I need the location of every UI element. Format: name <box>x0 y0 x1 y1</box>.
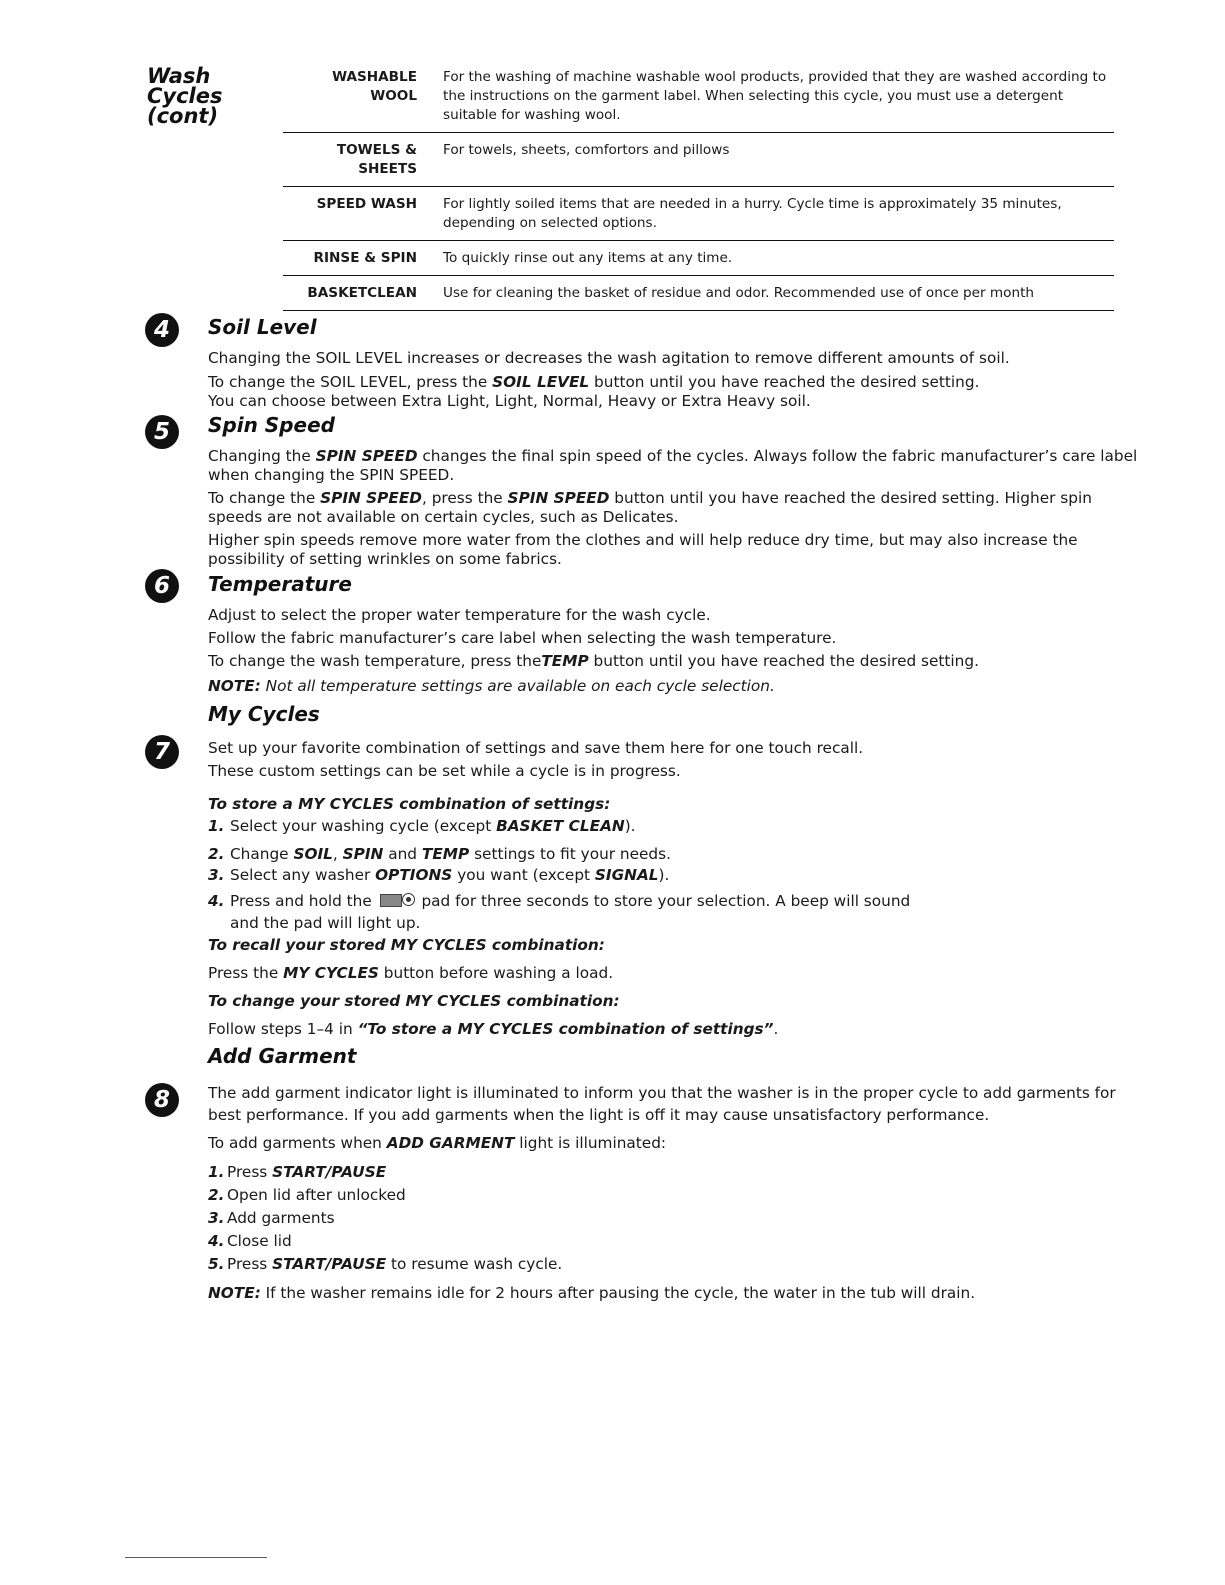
soil-level-heading: Soil Level <box>208 315 317 339</box>
add-garment-step <box>208 1231 292 1251</box>
my-cycles-pad-icon <box>380 893 414 907</box>
text: you want (except <box>452 866 595 884</box>
step-number: 4. <box>208 1232 225 1250</box>
text: Change <box>230 845 294 863</box>
emphasis: START/PAUSE <box>272 1255 387 1273</box>
cycle-name-line: WASHABLE <box>332 69 417 85</box>
cycle-name: BASKETCLEAN <box>307 285 417 301</box>
spin-speed-paragraph <box>208 489 1138 527</box>
temperature-paragraph <box>208 651 979 671</box>
text: To add garments when <box>208 1134 387 1152</box>
temperature-paragraph: Adjust to select the proper water temperature for the wash cycle. <box>208 606 711 624</box>
soil-level-paragraph <box>208 372 979 392</box>
section-number-badge: 7 <box>145 735 179 769</box>
step-number: 1. <box>208 1163 225 1181</box>
text: Select your washing cycle (except <box>230 817 497 835</box>
step-number: 4. <box>208 892 225 910</box>
cycle-row-basketclean <box>283 276 1114 311</box>
side-title-line: Wash <box>147 64 211 88</box>
cycle-row-washable-wool <box>283 64 1114 133</box>
text: settings to fit your needs. <box>469 845 671 863</box>
emphasis: ADD GARMENT <box>386 1134 515 1152</box>
text: Follow steps 1–4 in <box>208 1020 358 1038</box>
spin-speed-paragraph: Higher spin speeds remove more water from the clothes and will help reduce dry time, but may also increase the possibility of setting wrinkles on some fabrics. <box>208 531 1078 568</box>
spin-speed-heading: Spin Speed <box>208 413 335 437</box>
emphasis: SOIL LEVEL <box>492 373 590 391</box>
soil-level-paragraph: You can choose between Extra Light, Light, Normal, Heavy or Extra Heavy soil. <box>208 392 811 410</box>
text: To change the wash temperature, press the <box>208 652 542 670</box>
emphasis: START/PAUSE <box>272 1163 387 1181</box>
store-step <box>208 865 669 885</box>
store-step <box>208 816 636 836</box>
note-text: If the washer remains idle for 2 hours after pausing the cycle, the water in the tub will drain. <box>260 1284 976 1302</box>
text: Press and hold the <box>230 892 377 910</box>
cycle-name: TOWELS & SHEETS <box>336 142 417 177</box>
side-title-line: Cycles <box>147 84 223 108</box>
emphasis: SPIN SPEED <box>315 447 418 465</box>
soil-level-paragraph: Changing the SOIL LEVEL increases or decreases the wash agitation to remove different amounts of soil. <box>208 349 1010 367</box>
text: changes the final spin speed of the cycles. Always follow the fabric manufacturer’s care label when changing the SPIN SPEED. <box>208 447 1138 484</box>
text: Press <box>227 1163 273 1181</box>
section-number-badge: 6 <box>145 569 179 603</box>
cycle-description: For the washing of machine washable wool products, provided that they are washed according to the instructions on the garment label. When selecting this cycle, you must use a detergent suitable for washing wool. <box>443 69 1107 123</box>
text: Close lid <box>227 1232 292 1250</box>
recall-paragraph <box>208 963 613 983</box>
text: ). <box>658 866 670 884</box>
add-garment-note <box>208 1283 975 1303</box>
note-label: NOTE: <box>208 677 261 695</box>
temperature-paragraph: Follow the fabric manufacturer’s care label when selecting the wash temperature. <box>208 629 837 647</box>
text: light is illuminated: <box>514 1134 667 1152</box>
emphasis: SPIN SPEED <box>320 489 422 507</box>
section-number-badge: 5 <box>145 415 179 449</box>
text: . <box>773 1020 779 1038</box>
text: To change the <box>208 489 321 507</box>
step-number: 3. <box>208 866 225 884</box>
section-number-badge: 8 <box>145 1083 179 1117</box>
text: button until you have reached the desired setting. Higher spin speeds are not available on certain cycles, such as Delicates. <box>208 489 1092 526</box>
note-text: Not all temperature settings are available on each cycle selection. <box>260 677 775 695</box>
store-step <box>208 844 671 864</box>
emphasis: BASKET CLEAN <box>496 817 625 835</box>
cycle-name <box>283 67 417 125</box>
add-garment-paragraph <box>208 1133 666 1153</box>
emphasis: “To store a MY CYCLES combination of settings” <box>357 1020 774 1038</box>
my-cycles-paragraph: These custom settings can be set while a cycle is in progress. <box>208 762 681 780</box>
cycle-name: RINSE & SPIN <box>313 250 417 266</box>
note-label: NOTE: <box>208 1284 261 1302</box>
store-step-continued: and the pad will light up. <box>230 914 421 932</box>
text: button until you have reached the desired setting. <box>588 652 979 670</box>
section-number-badge: 4 <box>145 313 179 347</box>
emphasis: MY CYCLES <box>283 964 379 982</box>
text: Press <box>227 1255 273 1273</box>
add-garment-step <box>208 1185 406 1205</box>
store-step <box>208 891 910 911</box>
text: to resume wash cycle. <box>386 1255 563 1273</box>
cycle-row-speed-wash <box>283 187 1114 241</box>
footer-rule <box>125 1557 267 1558</box>
temperature-heading: Temperature <box>208 572 352 596</box>
cycle-description: For lightly soiled items that are needed in a hurry. Cycle time is approximately 35 minutes, depending on selected options. <box>443 196 1062 231</box>
text: Press the <box>208 964 284 982</box>
text: pad for three seconds to store your selection. A beep will sound <box>416 892 911 910</box>
step-number: 3. <box>208 1209 225 1227</box>
step-number: 5. <box>208 1255 225 1273</box>
add-garment-step <box>208 1254 562 1274</box>
cycle-description: Use for cleaning the basket of residue and odor. Recommended use of once per month <box>443 285 1035 301</box>
add-garment-heading: Add Garment <box>208 1044 357 1068</box>
emphasis: SIGNAL <box>594 866 659 884</box>
spin-speed-paragraph <box>208 447 1138 485</box>
store-subheading: To store a MY CYCLES combination of settings: <box>208 795 611 813</box>
add-garment-paragraph: The add garment indicator light is illuminated to inform you that the washer is in the proper cycle to add garments for best performance. If you add garments when the light is off it may cause unsatisfactory performance. <box>208 1084 1116 1124</box>
cycle-row-towels-sheets <box>283 133 1114 187</box>
emphasis: OPTIONS <box>375 866 453 884</box>
section-side-title <box>147 66 223 126</box>
recall-subheading: To recall your stored MY CYCLES combination: <box>208 936 605 954</box>
add-garment-step <box>208 1162 386 1182</box>
cycle-name: SPEED WASH <box>316 196 417 212</box>
text: button until you have reached the desired setting. <box>589 373 980 391</box>
side-title-line: (cont) <box>147 104 219 128</box>
change-paragraph <box>208 1019 778 1039</box>
text: button before washing a load. <box>378 964 614 982</box>
emphasis: TEMP <box>421 845 470 863</box>
cycle-description: For towels, sheets, comfortors and pillows <box>443 142 730 158</box>
cycle-row-rinse-spin <box>283 241 1114 276</box>
my-cycles-paragraph: Set up your favorite combination of settings and save them here for one touch recall. <box>208 739 864 757</box>
text: Changing the <box>208 447 316 465</box>
emphasis: TEMP <box>541 652 589 670</box>
text: and <box>383 845 422 863</box>
cycle-description: To quickly rinse out any items at any time. <box>443 250 733 266</box>
text: Open lid after unlocked <box>227 1186 406 1204</box>
text: ). <box>624 817 636 835</box>
text: Select any washer <box>230 866 376 884</box>
wash-cycles-table <box>283 64 1114 311</box>
add-garment-step <box>208 1208 335 1228</box>
text: , <box>332 845 343 863</box>
text: To change the SOIL LEVEL, press the <box>208 373 493 391</box>
text: , press the <box>421 489 508 507</box>
emphasis: SPIN SPEED <box>507 489 610 507</box>
my-cycles-heading: My Cycles <box>208 702 320 726</box>
text: Add garments <box>227 1209 335 1227</box>
cycle-name-line: WOOL <box>370 88 417 104</box>
emphasis: SOIL <box>293 845 333 863</box>
step-number: 1. <box>208 817 225 835</box>
change-subheading: To change your stored MY CYCLES combination: <box>208 992 620 1010</box>
step-number: 2. <box>208 845 225 863</box>
step-number: 2. <box>208 1186 225 1204</box>
temperature-note <box>208 676 775 696</box>
emphasis: SPIN <box>342 845 384 863</box>
